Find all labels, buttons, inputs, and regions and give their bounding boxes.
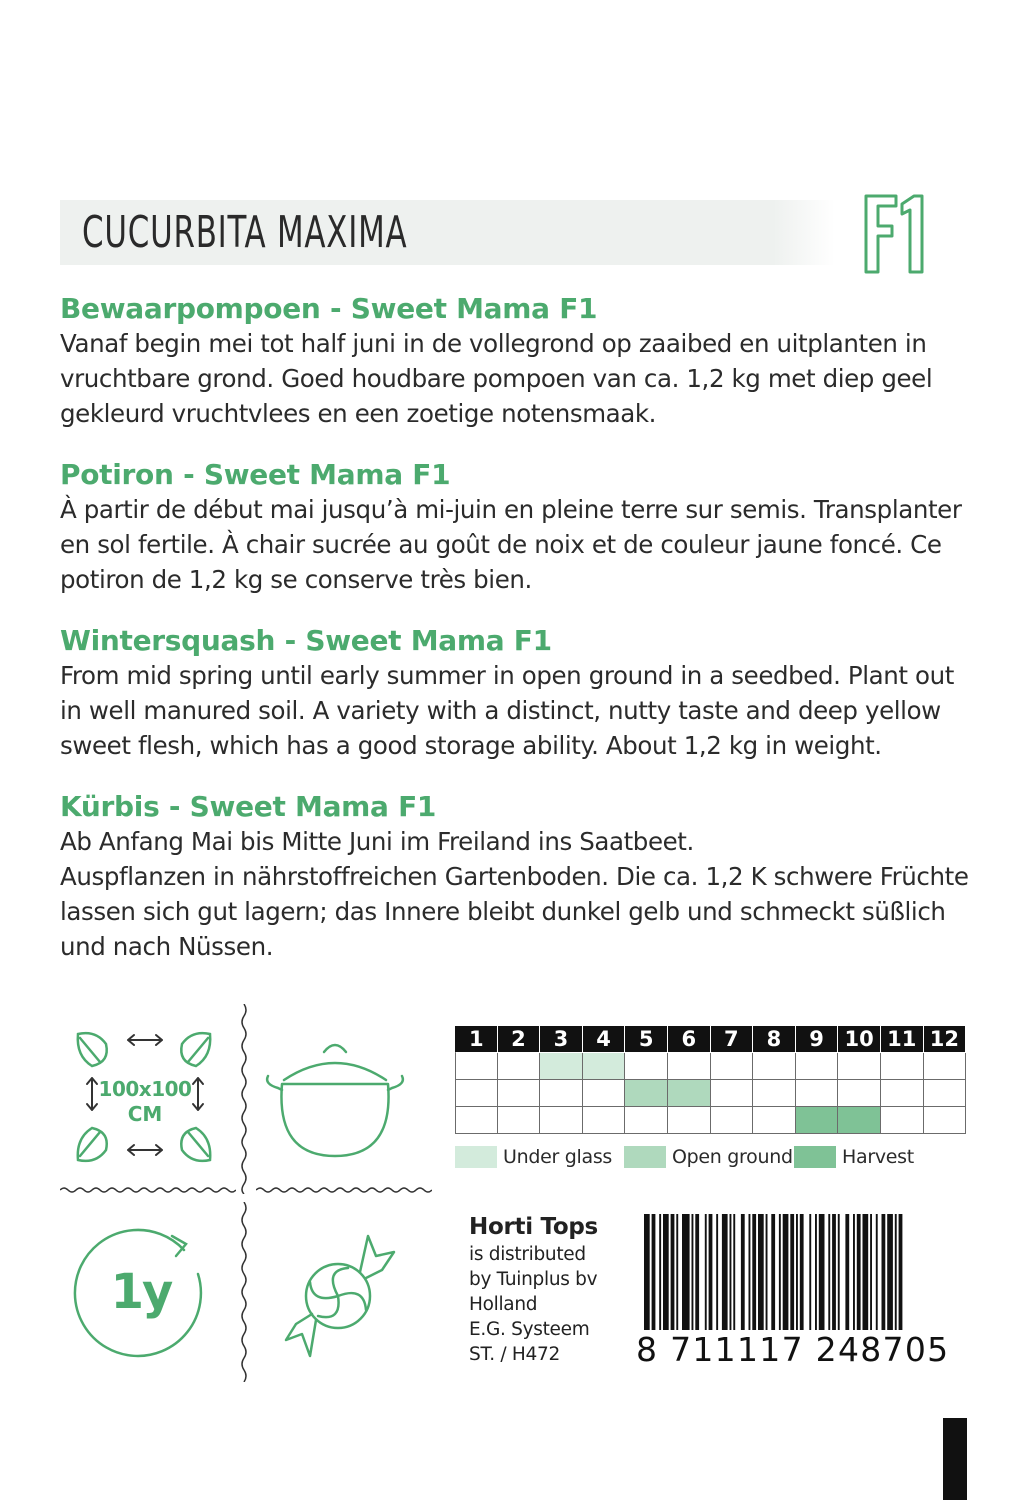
legend-swatch (455, 1146, 497, 1168)
calendar-cell (540, 1053, 583, 1080)
section-body (60, 658, 968, 763)
body-line: potiron de 1,2 kg se conserve très bien. (60, 565, 532, 594)
barcode-bar (705, 1214, 707, 1332)
legend-open-ground (624, 1146, 793, 1168)
barcode-bar (796, 1214, 798, 1332)
legend-swatch (794, 1146, 836, 1168)
barcode-bar (758, 1214, 764, 1332)
barcode-bar (733, 1214, 735, 1332)
barcode-digits: 8 711117 248705 (636, 1330, 950, 1369)
body-line: en sol fertile. À chair sucrée au goût de noix et de couleur jaune foncé. Ce (60, 530, 942, 559)
distributor-line: E.G. Systeem (469, 1319, 590, 1340)
distributor-line: by Tuinplus bv (469, 1269, 598, 1290)
month-cell: 9 (796, 1026, 839, 1053)
calendar-cell (796, 1107, 839, 1134)
distributor-line: ST. / H472 (469, 1344, 560, 1365)
calendar-cell (583, 1053, 626, 1080)
latin-name: CUCURBITA MAXIMA (82, 207, 408, 258)
body-line: gekleurd vruchtvlees en een zoetige notensmaak. (60, 399, 657, 428)
barcode-bar (832, 1214, 836, 1332)
barcode-bar (671, 1214, 675, 1332)
calendar-cell (796, 1053, 839, 1080)
barcode-bar (692, 1214, 694, 1332)
barcode-bar (863, 1214, 869, 1332)
calendar-cell (455, 1107, 498, 1134)
body-line: From mid spring until early summer in open ground in a seedbed. Plant out (60, 661, 954, 690)
barcode-bar (815, 1214, 817, 1332)
barcode-bar (741, 1214, 745, 1332)
divider-vertical-top (236, 1004, 252, 1194)
calendar-cell (668, 1107, 711, 1134)
f1-badge-icon (862, 192, 926, 276)
divider-horizontal-right (256, 1184, 432, 1196)
legend-label: Open ground (672, 1146, 793, 1168)
barcode-bar (876, 1214, 878, 1332)
calendar-cell (753, 1107, 796, 1134)
distributor-brand: Horti Tops (469, 1214, 598, 1240)
calendar-cell (498, 1107, 541, 1134)
calendar-cell (583, 1107, 626, 1134)
body-line: À partir de début mai jusqu’à mi-juin en pleine terre sur semis. Transplanter (60, 495, 962, 524)
barcode-bar (663, 1214, 669, 1332)
divider-vertical-bottom (236, 1202, 252, 1382)
barcode-bar (709, 1214, 713, 1332)
calendar-cell (625, 1107, 668, 1134)
body-line: Vanaf begin mei tot half juni in de vollegrond op zaaibed en uitplanten in (60, 329, 927, 358)
month-cell: 2 (498, 1026, 541, 1053)
barcode-bar (790, 1214, 794, 1332)
calendar-cell (711, 1080, 754, 1107)
section-body (60, 492, 968, 597)
section-english (60, 624, 968, 763)
month-cell: 11 (881, 1026, 924, 1053)
edge-marker (943, 1418, 967, 1500)
section-heading: Bewaarpompoen - Sweet Mama F1 (60, 292, 598, 325)
calendar-cell (881, 1080, 924, 1107)
calendar-cell (455, 1053, 498, 1080)
calendar-cell (924, 1107, 967, 1134)
calendar-cell (625, 1080, 668, 1107)
section-french (60, 458, 968, 597)
calendar-cell (625, 1053, 668, 1080)
barcode-bar (730, 1214, 732, 1332)
legend-swatch (624, 1146, 666, 1168)
calendar-cell (924, 1080, 967, 1107)
month-cell: 12 (924, 1026, 967, 1053)
month-cell: 1 (455, 1026, 498, 1053)
barcode-bar (676, 1214, 678, 1332)
calendar-cell (753, 1080, 796, 1107)
calendar-cell (583, 1080, 626, 1107)
month-cell: 7 (711, 1026, 754, 1053)
legend-label: Under glass (503, 1146, 613, 1168)
calendar-row (455, 1053, 966, 1080)
barcode-bar (838, 1214, 840, 1332)
barcode-bar (695, 1214, 699, 1332)
cooking-pot-icon (262, 1038, 408, 1164)
barcode-bar (853, 1214, 855, 1332)
barcode-bar (766, 1214, 768, 1332)
barcode-bar (870, 1214, 872, 1332)
calendar-cell (838, 1053, 881, 1080)
barcode-bar (783, 1214, 789, 1332)
spacing-label: 100x100 (98, 1077, 192, 1101)
section-body (60, 824, 968, 964)
annual-cycle-icon (72, 1226, 210, 1364)
calendar-row (455, 1080, 966, 1107)
calendar-cell (540, 1107, 583, 1134)
calendar-cell (753, 1053, 796, 1080)
calendar-header (455, 1026, 966, 1053)
barcode-bar (845, 1214, 849, 1332)
barcode-bar (887, 1214, 893, 1332)
distributor-line: Holland (469, 1294, 538, 1315)
spacing-unit-label: CM (127, 1102, 163, 1126)
section-german (60, 790, 968, 964)
body-line: Ab Anfang Mai bis Mitte Juni im Freiland ins Saatbeet. (60, 827, 694, 856)
calendar-cell (668, 1053, 711, 1080)
barcode-bar (828, 1214, 830, 1332)
body-line: und nach Nüssen. (60, 932, 274, 961)
month-cell: 4 (583, 1026, 626, 1053)
calendar-cell (455, 1080, 498, 1107)
calendar-cell (838, 1080, 881, 1107)
body-line: sweet flesh, which has a good storage ability. About 1,2 kg in weight. (60, 731, 882, 760)
section-dutch (60, 292, 968, 431)
calendar-cell (498, 1053, 541, 1080)
plant-spacing-icon (70, 1022, 220, 1172)
barcode-bar (722, 1214, 728, 1332)
legend-under-glass (455, 1146, 612, 1168)
calendar-cell (668, 1080, 711, 1107)
sweet-candy-icon (284, 1230, 396, 1358)
month-cell: 6 (668, 1026, 711, 1053)
calendar-cell (498, 1080, 541, 1107)
barcode-bar (882, 1214, 886, 1332)
body-line: vruchtbare grond. Goed houdbare pompoen van ca. 1,2 kg met diep geel (60, 364, 933, 393)
legend-label: Harvest (842, 1146, 914, 1168)
calendar-cell (711, 1053, 754, 1080)
sowing-calendar (455, 1026, 966, 1134)
calendar-cell (924, 1053, 967, 1080)
section-body (60, 326, 968, 431)
calendar-cell (838, 1107, 881, 1134)
barcode-bar (716, 1214, 718, 1332)
legend-harvest (794, 1146, 914, 1168)
body-line: lassen sich gut lagern; das Innere bleibt dunkel gelb und schmeckt süßlich (60, 897, 946, 926)
barcode-bar (809, 1214, 811, 1332)
month-cell: 3 (540, 1026, 583, 1053)
calendar-cell (796, 1080, 839, 1107)
month-cell: 5 (625, 1026, 668, 1053)
month-cell: 8 (753, 1026, 796, 1053)
barcode-bar (857, 1214, 861, 1332)
distributor-info (469, 1212, 598, 1367)
lifecycle-label: 1y (110, 1264, 172, 1320)
calendar-body (455, 1053, 966, 1134)
divider-horizontal-left (60, 1184, 236, 1196)
month-cell: 10 (838, 1026, 881, 1053)
distributor-line: is distributed (469, 1244, 586, 1265)
calendar-cell (540, 1080, 583, 1107)
calendar-cell (711, 1107, 754, 1134)
barcode-bar (819, 1214, 825, 1332)
barcode-bar (752, 1214, 756, 1332)
barcode-bar (749, 1214, 751, 1332)
barcode-bar (682, 1214, 690, 1332)
barcode-bar (800, 1214, 804, 1332)
barcode-bar (659, 1214, 661, 1332)
body-line: Auspflanzen in nährstoffreichen Gartenboden. Die ca. 1,2 K schwere Früchte (60, 862, 969, 891)
calendar-cell (881, 1053, 924, 1080)
body-line: in well manured soil. A variety with a distinct, nutty taste and deep yellow (60, 696, 941, 725)
section-heading: Kürbis - Sweet Mama F1 (60, 790, 437, 823)
section-heading: Potiron - Sweet Mama F1 (60, 458, 451, 491)
section-heading: Wintersquash - Sweet Mama F1 (60, 624, 552, 657)
calendar-cell (881, 1107, 924, 1134)
calendar-row (455, 1107, 966, 1134)
